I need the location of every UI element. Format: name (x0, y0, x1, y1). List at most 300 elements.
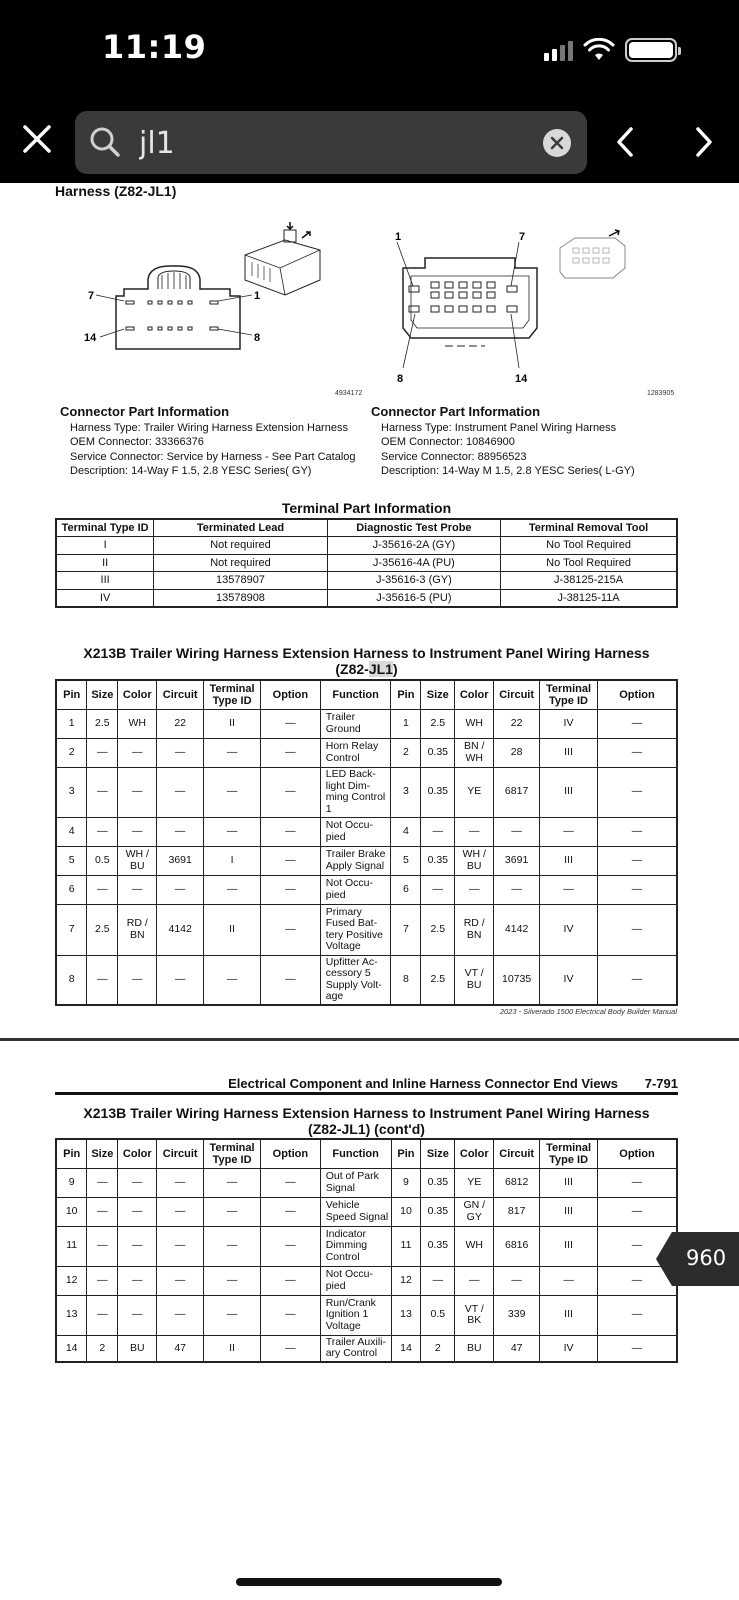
table-cell: 4 (391, 817, 421, 846)
table-cell: VT / BK (455, 1295, 494, 1335)
table-cell: 11 (56, 1226, 87, 1266)
table-cell: 12 (391, 1266, 421, 1295)
table-cell: — (118, 738, 157, 767)
table-cell: 4142 (494, 904, 540, 955)
table-cell: — (87, 1197, 118, 1226)
search-input[interactable] (139, 123, 519, 163)
table-cell: — (598, 1335, 678, 1362)
table-cell: — (87, 955, 118, 1005)
table-cell: — (455, 875, 494, 904)
table-cell: — (261, 1197, 321, 1226)
table-cell: 3 (56, 767, 87, 817)
table-cell: 22 (157, 709, 204, 738)
table-header: Terminated Lead (154, 519, 327, 537)
table-cell: — (157, 875, 204, 904)
table-header: Diagnostic Test Probe (327, 519, 500, 537)
table-cell: 2 (87, 1335, 118, 1362)
connector-diagram-right (395, 228, 545, 388)
table-cell: 3691 (157, 846, 204, 875)
connector-perspective-left (240, 220, 330, 300)
table-cell: — (261, 738, 321, 767)
table-cell: — (157, 1266, 204, 1295)
table-row (56, 1335, 677, 1362)
table-cell: — (87, 738, 118, 767)
table-header: Circuit (157, 680, 204, 709)
table-cell: — (494, 875, 540, 904)
table-cell: WH / BU (455, 846, 494, 875)
table-header: Option (598, 1139, 678, 1168)
table-header-row (56, 1139, 677, 1168)
table-cell: — (204, 1168, 261, 1197)
table-cell: — (421, 875, 455, 904)
table-cell: IV (540, 955, 598, 1005)
table-cell: 10 (391, 1197, 421, 1226)
table-cell: Primary Fused Bat-tery Positive Voltage (320, 904, 391, 955)
table-cell: III (540, 846, 598, 875)
table-row (56, 738, 677, 767)
search-match-highlight: JL1 (368, 661, 393, 677)
table-cell: III (56, 572, 154, 590)
table-cell: — (261, 846, 321, 875)
table-cell: Trailer Brake Apply Signal (320, 846, 391, 875)
table-cell: II (204, 904, 261, 955)
close-icon[interactable] (20, 122, 54, 156)
clear-icon (550, 136, 564, 150)
table-cell: — (597, 709, 677, 738)
table-cell: 817 (494, 1197, 540, 1226)
table-header: Size (421, 1139, 455, 1168)
table-cell: — (455, 817, 494, 846)
table-cell: 6816 (494, 1226, 540, 1266)
table-cell: YE (455, 1168, 494, 1197)
table-row (56, 589, 677, 607)
table-cell: — (261, 1226, 321, 1266)
table-cell: — (597, 738, 677, 767)
table-header: Terminal Removal Tool (501, 519, 677, 537)
table-cell: 11 (391, 1226, 421, 1266)
table-cell: Vehicle Speed Signal (320, 1197, 391, 1226)
table-cell: 9 (391, 1168, 421, 1197)
table-cell: Out of Park Signal (320, 1168, 391, 1197)
table-header: Function (320, 680, 391, 709)
previous-match-button[interactable] (613, 125, 637, 159)
table-cell: — (598, 1226, 678, 1266)
table-cell: 6 (391, 875, 421, 904)
clear-search-button[interactable] (543, 129, 571, 157)
table-cell: 13578907 (154, 572, 327, 590)
table-cell: No Tool Required (501, 554, 677, 572)
table-cell: J-35616-3 (GY) (327, 572, 500, 590)
table-header: Terminal Type ID (204, 1139, 261, 1168)
table-cell: — (157, 767, 204, 817)
table-header: Circuit (494, 1139, 540, 1168)
table-cell: 0.35 (421, 1226, 455, 1266)
title-text: (Z82- (335, 661, 369, 677)
table-row (56, 955, 677, 1005)
table-header: Color (118, 680, 157, 709)
table-cell: — (494, 1266, 540, 1295)
table-cell: J-38125-11A (501, 589, 677, 607)
table-cell: Not Occu-pied (320, 817, 391, 846)
table-cell: — (204, 817, 261, 846)
table-cell: — (261, 1335, 321, 1362)
figure-id-right: 1283905 (647, 390, 675, 397)
table-cell: GN / GY (455, 1197, 494, 1226)
table-cell: — (598, 1197, 678, 1226)
pin-table-1-body (56, 709, 677, 1005)
table-cell: RD / BN (118, 904, 157, 955)
table-header: Option (597, 680, 677, 709)
table-cell: 2.5 (421, 904, 455, 955)
table-cell: III (540, 738, 598, 767)
table-row (56, 767, 677, 817)
document-page (0, 183, 739, 1600)
table-cell: III (540, 1295, 598, 1335)
table-cell: Not required (154, 537, 327, 555)
oem-connector: OEM Connector: 33366376 (70, 436, 204, 448)
table-cell: — (87, 1226, 118, 1266)
table-cell: — (261, 875, 321, 904)
table-cell: — (87, 767, 118, 817)
table-cell: — (261, 955, 321, 1005)
table-cell: 0.35 (421, 1197, 455, 1226)
table-cell: — (204, 875, 261, 904)
table-cell: 0.35 (421, 1168, 455, 1197)
table-cell: 5 (391, 846, 421, 875)
table-cell: — (598, 1295, 678, 1335)
table-cell: — (87, 1266, 118, 1295)
table-cell: Horn Relay Control (320, 738, 391, 767)
table-header: Circuit (157, 1139, 204, 1168)
table-cell: — (157, 1226, 204, 1266)
table-header: Size (87, 1139, 118, 1168)
table-cell: — (421, 817, 455, 846)
table-cell: Trailer Auxili-ary Control (320, 1335, 391, 1362)
table-cell: — (204, 1197, 261, 1226)
table-cell: 8 (391, 955, 421, 1005)
table-cell: — (597, 817, 677, 846)
table-header: Circuit (494, 680, 540, 709)
table-cell: J-35616-5 (PU) (327, 589, 500, 607)
table-header: Terminal Type ID (56, 519, 154, 537)
table-cell: 2.5 (421, 709, 455, 738)
table-cell: WH / BU (118, 846, 157, 875)
connector-info-left (60, 405, 356, 479)
top-bar (0, 0, 739, 183)
service-connector: Service Connector: Service by Harness - See Part Catalog (70, 450, 356, 463)
next-match-button[interactable] (692, 125, 716, 159)
table-cell: — (598, 1266, 678, 1295)
table-cell: 14 (56, 1335, 87, 1362)
table-cell: — (204, 1295, 261, 1335)
pin-label: 1 (395, 231, 402, 243)
table-cell: — (540, 817, 598, 846)
table-cell: 6 (56, 875, 87, 904)
table-cell: BN / WH (455, 738, 494, 767)
table-cell: — (261, 709, 321, 738)
table-cell: — (261, 1266, 321, 1295)
table-cell: — (540, 875, 598, 904)
table-cell: 6812 (494, 1168, 540, 1197)
table-cell: III (540, 1226, 598, 1266)
table-cell: — (87, 817, 118, 846)
table-cell: 3691 (494, 846, 540, 875)
table-cell: No Tool Required (501, 537, 677, 555)
table-cell: — (597, 955, 677, 1005)
table-cell: — (118, 1226, 157, 1266)
table-row (56, 1226, 677, 1266)
table-cell: WH (455, 1226, 494, 1266)
wifi-icon (583, 38, 615, 62)
table-row (56, 846, 677, 875)
table-cell: 0.35 (421, 738, 455, 767)
table-cell: I (56, 537, 154, 555)
table-cell: — (598, 1168, 678, 1197)
pin-table-1-title-line1: X213B Trailer Wiring Harness Extension Harness to Instrument Panel Wiring Harness (83, 645, 650, 661)
pin-table-2-title (55, 1105, 678, 1137)
table-header: Size (87, 680, 118, 709)
terminal-info-table (55, 518, 678, 608)
table-cell: — (118, 817, 157, 846)
table-cell: — (204, 767, 261, 817)
table-cell: J-35616-4A (PU) (327, 554, 500, 572)
table-cell: — (261, 1295, 321, 1335)
table-cell: J-38125-215A (501, 572, 677, 590)
table-cell: J-35616-2A (GY) (327, 537, 500, 555)
table-cell: 1 (391, 709, 421, 738)
table-cell: 2 (421, 1335, 455, 1362)
status-icons (544, 38, 677, 62)
search-icon (89, 126, 121, 158)
table-cell: 2 (56, 738, 87, 767)
find-in-page-bar[interactable] (75, 111, 587, 174)
table-cell: — (204, 1226, 261, 1266)
table-cell: 2 (391, 738, 421, 767)
table-cell: — (87, 875, 118, 904)
table-cell: — (118, 1295, 157, 1335)
figure-id-left: 4934172 (335, 390, 363, 397)
table-cell: — (597, 875, 677, 904)
table-cell: III (540, 767, 598, 817)
connector-perspective-right (555, 228, 635, 283)
table-cell: 10735 (494, 955, 540, 1005)
table-cell: 0.35 (421, 846, 455, 875)
table-cell: 0.5 (421, 1295, 455, 1335)
harness-title: Harness (Z82-JL1) (55, 183, 177, 199)
table-cell: 1 (56, 709, 87, 738)
table-cell: — (494, 817, 540, 846)
table-cell: — (118, 767, 157, 817)
footer-note: 2023 - Silverado 1500 Electrical Body Builder Manual (499, 1007, 677, 1016)
table-cell: — (597, 767, 677, 817)
table-row (56, 709, 677, 738)
table-cell: 2.5 (87, 709, 118, 738)
terminal-info-body (56, 537, 677, 607)
table-header-row (56, 680, 677, 709)
table-cell: WH (118, 709, 157, 738)
table-cell: 0.5 (87, 846, 118, 875)
table-cell: III (540, 1168, 598, 1197)
table-cell: 3 (391, 767, 421, 817)
table-header: Pin (56, 680, 87, 709)
pin-table-2-title-line1: X213B Trailer Wiring Harness Extension Harness to Instrument Panel Wiring Harness (83, 1105, 650, 1121)
table-header: Terminal Type ID (540, 1139, 598, 1168)
table-row (56, 817, 677, 846)
page-break (0, 1038, 739, 1041)
table-cell: 12 (56, 1266, 87, 1295)
pin-label: 7 (88, 290, 95, 302)
table-cell: 339 (494, 1295, 540, 1335)
table-cell: Not required (154, 554, 327, 572)
title-text: ) (392, 661, 398, 677)
table-cell: BU (455, 1335, 494, 1362)
table-cell: 9 (56, 1168, 87, 1197)
table-cell: II (204, 709, 261, 738)
pin-label: 8 (397, 373, 404, 385)
home-indicator[interactable] (236, 1578, 502, 1586)
table-cell: Run/Crank Ignition 1 Voltage (320, 1295, 391, 1335)
pin-table-2 (55, 1138, 678, 1363)
table-row (56, 554, 677, 572)
battery-icon (625, 38, 677, 62)
table-cell: LED Back-light Dim-ming Control 1 (320, 767, 391, 817)
table-cell: — (157, 1168, 204, 1197)
table-cell: 13578908 (154, 589, 327, 607)
table-cell: 2.5 (87, 904, 118, 955)
pin-table-2-body (56, 1168, 677, 1362)
table-cell: — (204, 955, 261, 1005)
table-cell: IV (540, 1335, 598, 1362)
page-header-title: Electrical Component and Inline Harness Connector End Views (228, 1076, 618, 1091)
table-header: Terminal Type ID (204, 680, 261, 709)
harness-type: Harness Type: Trailer Wiring Harness Extension Harness (70, 421, 348, 434)
oem-connector: OEM Connector: 10846900 (381, 436, 515, 448)
table-cell: II (56, 554, 154, 572)
table-cell: — (597, 846, 677, 875)
table-cell: — (118, 1266, 157, 1295)
table-cell: Upfitter Ac-cessory 5 Supply Volt-age (320, 955, 391, 1005)
table-cell: III (540, 1197, 598, 1226)
table-cell: — (87, 1295, 118, 1335)
table-header: Color (455, 680, 494, 709)
table-cell: — (204, 738, 261, 767)
table-cell: 4 (56, 817, 87, 846)
table-header-row (56, 519, 677, 537)
pin-table-1-title-line2 (55, 661, 678, 677)
connector-info-heading: Connector Part Information (371, 404, 541, 419)
table-cell: II (204, 1335, 261, 1362)
table-row (56, 875, 677, 904)
table-cell: Indicator Dimming Control (320, 1226, 391, 1266)
table-cell: 10 (56, 1197, 87, 1226)
table-row (56, 1197, 677, 1226)
table-cell: 0.35 (421, 767, 455, 817)
table-cell: — (455, 1266, 494, 1295)
table-cell: — (261, 1168, 321, 1197)
table-header: Function (320, 1139, 391, 1168)
table-cell: 7 (56, 904, 87, 955)
page-badge-number: 960 (686, 1246, 727, 1270)
table-cell: 47 (494, 1335, 540, 1362)
table-cell: — (157, 1295, 204, 1335)
table-cell: Not Occu-pied (320, 1266, 391, 1295)
pin-label: 14 (515, 373, 528, 385)
table-row (56, 1266, 677, 1295)
pin-label: 14 (84, 332, 97, 344)
table-cell: 7 (391, 904, 421, 955)
page-number: 7-791 (644, 1076, 678, 1091)
table-cell: Trailer Ground (320, 709, 391, 738)
table-cell: — (157, 738, 204, 767)
table-cell: 6817 (494, 767, 540, 817)
table-cell: — (597, 904, 677, 955)
pin-label: 8 (254, 332, 261, 344)
table-cell: 47 (157, 1335, 204, 1362)
page-number-badge[interactable] (656, 1232, 739, 1286)
table-row (56, 904, 677, 955)
table-cell: 4142 (157, 904, 204, 955)
table-cell: 2.5 (421, 955, 455, 1005)
table-cell: — (157, 1197, 204, 1226)
table-cell: 13 (56, 1295, 87, 1335)
table-cell: — (118, 875, 157, 904)
pin-label: 7 (519, 231, 526, 243)
table-cell: — (261, 904, 321, 955)
connector-info-right (371, 405, 635, 479)
pin-table-1 (55, 679, 678, 1006)
table-row (56, 572, 677, 590)
table-cell: — (118, 1168, 157, 1197)
pin-label: 1 (254, 290, 261, 302)
terminal-info-title: Terminal Part Information (281, 500, 452, 516)
table-header: Pin (391, 1139, 421, 1168)
table-cell: 5 (56, 846, 87, 875)
table-header: Pin (391, 680, 421, 709)
table-row (56, 537, 677, 555)
table-cell: — (118, 1197, 157, 1226)
table-cell: — (118, 955, 157, 1005)
description: Description: 14-Way M 1.5, 2.8 YESC Series( L-GY) (381, 465, 635, 477)
table-cell: — (261, 817, 321, 846)
table-header: Color (118, 1139, 157, 1168)
page-header (55, 1076, 678, 1095)
harness-type: Harness Type: Instrument Panel Wiring Harness (381, 421, 617, 434)
table-cell: — (204, 1266, 261, 1295)
description: Description: 14-Way F 1.5, 2.8 YESC Series( GY) (70, 465, 312, 477)
table-cell: RD / BN (455, 904, 494, 955)
table-row (56, 1295, 677, 1335)
table-cell: WH (455, 709, 494, 738)
connector-info-heading: Connector Part Information (60, 404, 230, 419)
table-cell: VT / BU (455, 955, 494, 1005)
table-cell: 22 (494, 709, 540, 738)
pin-table-1-title (55, 645, 678, 677)
table-cell: IV (56, 589, 154, 607)
table-cell: — (261, 767, 321, 817)
table-header: Pin (56, 1139, 87, 1168)
table-cell: IV (540, 904, 598, 955)
table-cell: 14 (391, 1335, 421, 1362)
table-cell: 8 (56, 955, 87, 1005)
table-header: Terminal Type ID (540, 680, 598, 709)
table-cell: I (204, 846, 261, 875)
table-cell: Not Occu-pied (320, 875, 391, 904)
table-header: Color (455, 1139, 494, 1168)
table-cell: — (540, 1266, 598, 1295)
table-cell: — (157, 955, 204, 1005)
table-cell: IV (540, 709, 598, 738)
table-cell: 28 (494, 738, 540, 767)
